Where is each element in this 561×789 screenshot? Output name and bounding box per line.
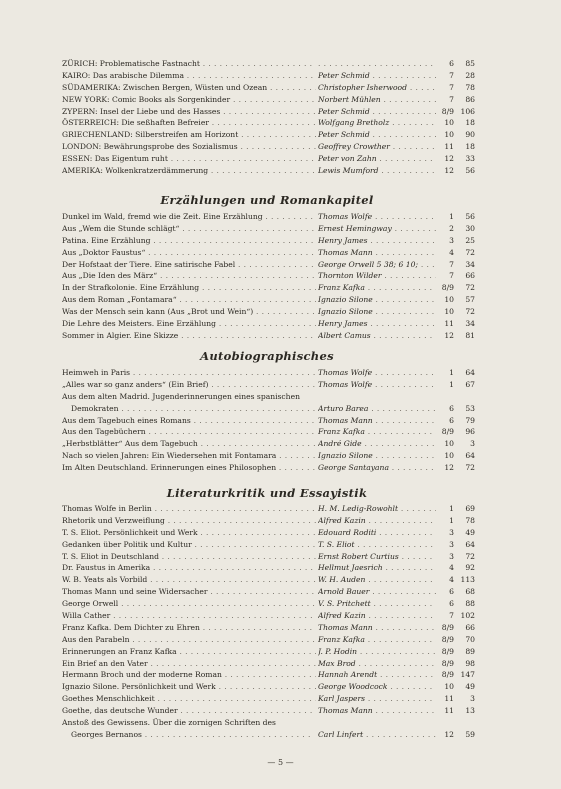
entry-author: Alfred Kazin . . . bbox=[318, 515, 436, 527]
entry-title: Der Hofstaat der Tiere. Eine satirische Fabel . . . bbox=[62, 259, 316, 271]
entry-author: Ignazio Silone . . . bbox=[318, 306, 436, 318]
entry-title: Hermann Broch und der moderne Roman . . . bbox=[62, 669, 316, 681]
entry-title bbox=[62, 391, 316, 415]
entry-page-number: 106 bbox=[460, 106, 475, 116]
entry-issue-number: 6 bbox=[449, 599, 454, 609]
entry-title: Aus „Wem die Stunde schlägt“ . . . bbox=[62, 223, 316, 235]
entry-issue-number: 3 bbox=[449, 235, 454, 245]
index-entry bbox=[62, 117, 475, 129]
index-entry bbox=[62, 705, 475, 717]
index-entry bbox=[62, 94, 475, 106]
entry-issue-number: 1 bbox=[449, 379, 454, 389]
index-entry bbox=[62, 562, 475, 574]
entry-issue-number: 10 bbox=[444, 307, 454, 317]
entry-issue-number: 6 bbox=[449, 59, 454, 68]
entry-title: „Herbstblätter“ Aus dem Tagebuch . . . bbox=[62, 438, 316, 450]
entry-author: Franz Kafka . . . bbox=[318, 426, 436, 438]
index-entry bbox=[62, 211, 475, 223]
entry-page-number: 89 bbox=[465, 646, 475, 656]
entry-title: Aus den Parabeln . . . bbox=[62, 634, 316, 646]
index-entry bbox=[62, 658, 475, 670]
entry-issue-number: 8/9 bbox=[441, 670, 454, 680]
entry-author: Ignazio Silone . . . bbox=[318, 294, 436, 306]
entry-title: SÜDAMERIKA: Zwischen Bergen, Wüsten und Ozean . . . bbox=[62, 82, 316, 94]
entry-author: Thomas Wolfe . . . bbox=[318, 211, 436, 223]
section-heading-autobio: Autobiographisches bbox=[200, 349, 334, 363]
entry-issue-number: 1 bbox=[449, 515, 454, 525]
entry-issue-number: 12 bbox=[444, 729, 454, 739]
section-heading-stories: Erzählungen und Romankapitel bbox=[160, 193, 374, 207]
entry-page-number: 33 bbox=[465, 154, 475, 164]
index-entry bbox=[62, 82, 475, 94]
entry-title: Patina. Eine Erzählung . . . bbox=[62, 235, 316, 247]
entry-page-number: 102 bbox=[460, 611, 475, 621]
entry-page-number: 13 bbox=[465, 706, 475, 716]
entry-page-number: 98 bbox=[465, 658, 475, 668]
entry-page-number: 57 bbox=[465, 295, 475, 305]
index-entry bbox=[62, 259, 475, 271]
entry-page-number: 64 bbox=[465, 368, 475, 377]
country-reports-list bbox=[62, 58, 475, 177]
entry-issue-number: 8/9 bbox=[441, 658, 454, 668]
entry-title: ZÜRICH: Problematische Fastnacht . . . bbox=[62, 58, 316, 70]
entry-author: André Gide . . . bbox=[318, 438, 436, 450]
entry-title: Thomas Mann und seine Widersacher . . . bbox=[62, 586, 316, 598]
entry-issue-number: 8/9 bbox=[441, 427, 454, 437]
entry-author: Christopher Isherwood . . . bbox=[318, 82, 436, 94]
entry-issue-number: 10 bbox=[444, 295, 454, 305]
entry-title: Ignazio Silone. Persönlichkeit und Werk . . . bbox=[62, 681, 316, 693]
entry-page-number: 18 bbox=[465, 142, 475, 152]
entry-author: Peter Schmid . . . bbox=[318, 70, 436, 82]
entry-page-number: 78 bbox=[465, 515, 475, 525]
entry-issue-number: 12 bbox=[444, 154, 454, 164]
entry-issue-number: 12 bbox=[444, 330, 454, 340]
entry-page-number: 90 bbox=[465, 130, 475, 140]
entry-title: Aus den Tagebüchern . . . bbox=[62, 426, 316, 438]
entry-author: Ernest Hemingway . . . bbox=[318, 223, 436, 235]
entry-issue-number: 8/9 bbox=[441, 106, 454, 116]
entry-author: Peter von Zahn . . . bbox=[318, 153, 436, 165]
entry-author: Thomas Mann . . . bbox=[318, 247, 436, 259]
entry-page-number: 68 bbox=[465, 587, 475, 597]
entry-author: Geoffrey Crowther . . . bbox=[318, 141, 436, 153]
index-entry bbox=[62, 318, 475, 330]
entry-author: Peter Schmid . . . bbox=[318, 129, 436, 141]
entry-author bbox=[318, 58, 436, 70]
entry-title: Rhetorik und Verzweiflung . . . bbox=[62, 515, 316, 527]
entry-title: Erinnerungen an Franz Kafka . . . bbox=[62, 646, 316, 658]
entry-issue-number: 1 bbox=[449, 212, 454, 221]
entry-title: Gedanken über Politik und Kultur . . . bbox=[62, 539, 316, 551]
entry-issue-number: 2 bbox=[449, 223, 454, 233]
entry-author: Franz Kafka . . . bbox=[318, 634, 436, 646]
entry-issue-number: 12 bbox=[444, 463, 454, 473]
entry-title: ÖSTERREICH: Die seßhaften Befreier . . . bbox=[62, 117, 316, 129]
index-entry bbox=[62, 391, 475, 415]
entry-title: Goethes Menschlichkeit . . . bbox=[62, 693, 316, 705]
entry-page-number: 67 bbox=[465, 379, 475, 389]
entry-author: W. H. Auden . . . bbox=[318, 574, 436, 586]
index-entry bbox=[62, 330, 475, 342]
entry-author: Wolfgang Bretholz . . . bbox=[318, 117, 436, 129]
entry-page-number: 66 bbox=[465, 622, 475, 632]
entry-page-number: 88 bbox=[465, 599, 475, 609]
entry-issue-number: 7 bbox=[449, 82, 454, 92]
entry-author: Henry James . . . bbox=[318, 235, 436, 247]
entry-issue-number: 4 bbox=[449, 575, 454, 585]
index-entry bbox=[62, 153, 475, 165]
entry-page-number: 56 bbox=[465, 166, 475, 176]
entry-author: Arnold Bauer . . . bbox=[318, 586, 436, 598]
entry-issue-number: 12 bbox=[444, 166, 454, 176]
entry-title: Thomas Wolfe in Berlin . . . bbox=[62, 503, 316, 515]
entry-title: Sommer in Algier. Eine Skizze . . . bbox=[62, 330, 316, 342]
index-entry bbox=[62, 70, 475, 82]
entry-page-number: 49 bbox=[465, 682, 475, 692]
index-entry bbox=[62, 306, 475, 318]
entry-page-number: 78 bbox=[465, 82, 475, 92]
entry-title: George Orwell . . . bbox=[62, 598, 316, 610]
entry-author: Thomas Mann . . . bbox=[318, 705, 436, 717]
index-entry bbox=[62, 426, 475, 438]
entry-author: Ignazio Silone . . . bbox=[318, 450, 436, 462]
index-entry bbox=[62, 574, 475, 586]
entry-page-number: 113 bbox=[460, 575, 475, 585]
index-entry bbox=[62, 551, 475, 563]
entry-page-number: 79 bbox=[465, 415, 475, 425]
index-entry bbox=[62, 669, 475, 681]
entry-page-number: 34 bbox=[465, 319, 475, 329]
entry-issue-number: 7 bbox=[449, 94, 454, 104]
entry-issue-number: 3 bbox=[449, 551, 454, 561]
entry-author: Hellmut Jaesrich . . . bbox=[318, 562, 436, 574]
entry-title: LONDON: Bewährungsprobe des Sozialismus . . . bbox=[62, 141, 316, 153]
entry-title: Dr. Faustus in Amerika . . . bbox=[62, 562, 316, 574]
entry-page-number: 72 bbox=[465, 307, 475, 317]
entry-page-number: 34 bbox=[465, 259, 475, 269]
entry-title: GRIECHENLAND: Silberstreifen am Horizont . . . bbox=[62, 129, 316, 141]
entry-title: Goethe, das deutsche Wunder . . . bbox=[62, 705, 316, 717]
entry-title: NEW YORK: Comic Books als Sorgenkinder . . . bbox=[62, 94, 316, 106]
entry-author: H. M. Ledig-Rowohlt . . . bbox=[318, 503, 436, 515]
index-entry bbox=[62, 141, 475, 153]
entry-page-number: 96 bbox=[465, 427, 475, 437]
index-entry bbox=[62, 379, 475, 391]
index-entry bbox=[62, 515, 475, 527]
entry-author: Ernst Robert Curtius . . . bbox=[318, 551, 436, 563]
entry-page-number: 59 bbox=[465, 729, 475, 739]
entry-issue-number: 11 bbox=[444, 142, 454, 152]
entry-page-number: 72 bbox=[465, 463, 475, 473]
index-entry bbox=[62, 367, 475, 379]
entry-author: George Santayana . . . bbox=[318, 462, 436, 474]
index-entry bbox=[62, 646, 475, 658]
entry-author: Hannah Arendt . . . bbox=[318, 669, 436, 681]
entry-page-number: 28 bbox=[465, 70, 475, 80]
entry-issue-number: 8/9 bbox=[441, 646, 454, 656]
entry-author: Carl Linfert . . . bbox=[318, 729, 436, 741]
index-entry bbox=[62, 247, 475, 259]
entry-page-number: 30 bbox=[465, 223, 475, 233]
entry-issue-number: 3 bbox=[449, 527, 454, 537]
index-entry bbox=[62, 503, 475, 515]
section-heading-criticism: Literaturkritik und Essayistik bbox=[166, 486, 368, 500]
entry-issue-number: 8/9 bbox=[441, 283, 454, 293]
entry-page-number: 92 bbox=[465, 563, 475, 573]
entry-author: Albert Camus . . . bbox=[318, 330, 436, 342]
entry-page-number: 3 bbox=[470, 694, 475, 704]
entry-issue-number: 7 bbox=[449, 259, 454, 269]
entry-title: Aus dem Tagebuch eines Romans . . . bbox=[62, 415, 316, 427]
index-entry bbox=[62, 527, 475, 539]
entry-page-number: 53 bbox=[465, 403, 475, 413]
entry-issue-number: 10 bbox=[444, 118, 454, 128]
entry-title: Franz Kafka. Dem Dichter zu Ehren . . . bbox=[62, 622, 316, 634]
entry-issue-number: 10 bbox=[444, 439, 454, 449]
entry-author: Karl Jaspers . . . bbox=[318, 693, 436, 705]
entry-page-number: 81 bbox=[465, 330, 475, 340]
entry-author: Edouard Roditi . . . bbox=[318, 527, 436, 539]
entry-issue-number: 8/9 bbox=[441, 622, 454, 632]
entry-title bbox=[62, 717, 316, 741]
entry-title: „Alles war so ganz anders“ (Ein Brief) . . . bbox=[62, 379, 316, 391]
entry-author: Thornton Wilder . . . bbox=[318, 270, 436, 282]
entry-page-number: 147 bbox=[460, 670, 475, 680]
index-entry bbox=[62, 634, 475, 646]
entry-title: Aus dem Roman „Fontamara“ . . . bbox=[62, 294, 316, 306]
entry-title: ESSEN: Das Eigentum ruht . . . bbox=[62, 153, 316, 165]
index-entry bbox=[62, 165, 475, 177]
entry-issue-number: 6 bbox=[449, 403, 454, 413]
entry-title: KAIRO: Das arabische Dilemma . . . bbox=[62, 70, 316, 82]
entry-issue-number: 10 bbox=[444, 130, 454, 140]
index-entry bbox=[62, 539, 475, 551]
entry-title: Was der Mensch sein kann (Aus „Brot und Wein“) . . . bbox=[62, 306, 316, 318]
entry-title: Aus „Die Iden des März“ . . . bbox=[62, 270, 316, 282]
entry-title: Ein Brief an den Vater . . . bbox=[62, 658, 316, 670]
entry-page-number: 86 bbox=[465, 94, 475, 104]
entry-author: George Orwell 5 38; 6 10; . . . bbox=[318, 259, 436, 271]
entry-author: Norbert Mühlen . . . bbox=[318, 94, 436, 106]
entry-title: W. B. Yeats als Vorbild . . . bbox=[62, 574, 316, 586]
index-entry bbox=[62, 294, 475, 306]
entry-author: Thomas Wolfe . . . bbox=[318, 379, 436, 391]
entry-author: J. P. Hodin . . . bbox=[318, 646, 436, 658]
entry-page-number: 69 bbox=[465, 504, 475, 513]
index-entry bbox=[62, 235, 475, 247]
index-entry bbox=[62, 598, 475, 610]
entry-issue-number: 6 bbox=[449, 587, 454, 597]
entry-page-number: 66 bbox=[465, 271, 475, 281]
entry-author: Thomas Wolfe . . . bbox=[318, 367, 436, 379]
index-entry bbox=[62, 717, 475, 741]
entry-page-number: 18 bbox=[465, 118, 475, 128]
entry-author: T. S. Eliot . . . bbox=[318, 539, 436, 551]
entry-page-number: 72 bbox=[465, 247, 475, 257]
index-entry bbox=[62, 58, 475, 70]
entry-title-line: Anstoß des Gewissens. Über die zornigen Schriften des bbox=[62, 718, 276, 728]
entry-title: T. S. Eliot in Deutschland . . . bbox=[62, 551, 316, 563]
entry-page-number: 56 bbox=[465, 212, 475, 221]
entry-author: Henry James . . . bbox=[318, 318, 436, 330]
entry-page-number: 72 bbox=[465, 551, 475, 561]
stories-list bbox=[62, 211, 475, 342]
entry-issue-number: 11 bbox=[444, 319, 454, 329]
entry-page-number: 49 bbox=[465, 527, 475, 537]
index-entry bbox=[62, 622, 475, 634]
entry-issue-number: 4 bbox=[449, 247, 454, 257]
entry-author: Thomas Mann . . . bbox=[318, 415, 436, 427]
criticism-list bbox=[62, 503, 475, 741]
entry-page-number: 72 bbox=[465, 283, 475, 293]
entry-issue-number: 3 bbox=[449, 539, 454, 549]
entry-title: In der Strafkolonie. Eine Erzählung . . . bbox=[62, 282, 316, 294]
index-entry bbox=[62, 681, 475, 693]
entry-page-number: 85 bbox=[465, 59, 475, 68]
entry-issue-number: 11 bbox=[444, 706, 454, 716]
entry-issue-number: 10 bbox=[444, 451, 454, 461]
entry-author: Lewis Mumford . . . bbox=[318, 165, 436, 177]
entry-issue-number: 6 bbox=[449, 415, 454, 425]
entry-title: Nach so vielen Jahren: Ein Wiedersehen mit Fontamara . . . bbox=[62, 450, 316, 462]
entry-page-number: 3 bbox=[470, 439, 475, 449]
autobio-list bbox=[62, 367, 475, 474]
entry-title-line: Aus dem alten Madrid. Jugenderinnerungen eines spanischen bbox=[62, 391, 300, 401]
index-entry bbox=[62, 129, 475, 141]
index-entry bbox=[62, 415, 475, 427]
index-entry bbox=[62, 450, 475, 462]
page-number: — 5 — bbox=[267, 758, 294, 767]
entry-page-number: 70 bbox=[465, 634, 475, 644]
entry-issue-number: 7 bbox=[449, 611, 454, 621]
index-entry bbox=[62, 462, 475, 474]
index-entry bbox=[62, 438, 475, 450]
entry-title: Im Alten Deutschland. Erinnerungen eines Philosophen . . . bbox=[62, 462, 316, 474]
entry-author: Franz Kafka . . . bbox=[318, 282, 436, 294]
entry-title: Aus „Doktor Faustus“ . . . bbox=[62, 247, 316, 259]
index-entry bbox=[62, 106, 475, 118]
entry-issue-number: 8/9 bbox=[441, 634, 454, 644]
entry-title: ZYPERN: Insel der Liebe und des Hasses . . . bbox=[62, 106, 316, 118]
entry-title: Willa Cather . . . bbox=[62, 610, 316, 622]
entry-title-continuation: Demokraten . . . bbox=[62, 403, 316, 415]
entry-page-number: 64 bbox=[465, 451, 475, 461]
entry-author: Arturo Barea . . . bbox=[318, 403, 436, 415]
entry-page-number: 64 bbox=[465, 539, 475, 549]
index-entry bbox=[62, 586, 475, 598]
entry-title: Heimweh in Paris . . . bbox=[62, 367, 316, 379]
index-entry bbox=[62, 693, 475, 705]
entry-issue-number: 4 bbox=[449, 563, 454, 573]
index-entry bbox=[62, 610, 475, 622]
entry-title: Die Lehre des Meisters. Eine Erzählung . . . bbox=[62, 318, 316, 330]
entry-author: Alfred Kazin . . . bbox=[318, 610, 436, 622]
entry-issue-number: 11 bbox=[444, 694, 454, 704]
entry-author: Max Brod . . . bbox=[318, 658, 436, 670]
entry-title-continuation: Georges Bernanos . . . bbox=[62, 729, 316, 741]
index-entry bbox=[62, 223, 475, 235]
entry-title: Dunkel im Wald, fremd wie die Zeit. Eine Erzählung . . . bbox=[62, 211, 316, 223]
index-entry bbox=[62, 270, 475, 282]
entry-author: Thomas Mann . . . bbox=[318, 622, 436, 634]
entry-page-number: 25 bbox=[465, 235, 475, 245]
entry-issue-number: 1 bbox=[449, 504, 454, 513]
index-entry bbox=[62, 282, 475, 294]
entry-author: V. S. Pritchett . . . bbox=[318, 598, 436, 610]
entry-issue-number: 10 bbox=[444, 682, 454, 692]
entry-author: Peter Schmid . . . bbox=[318, 106, 436, 118]
entry-title: T. S. Eliot. Persönlichkeit und Werk . . . bbox=[62, 527, 316, 539]
entry-author: George Woodcock . . . bbox=[318, 681, 436, 693]
entry-title: AMERIKA: Wolkenkratzerdämmerung . . . bbox=[62, 165, 316, 177]
entry-issue-number: 7 bbox=[449, 271, 454, 281]
entry-issue-number: 1 bbox=[449, 368, 454, 377]
entry-issue-number: 7 bbox=[449, 70, 454, 80]
